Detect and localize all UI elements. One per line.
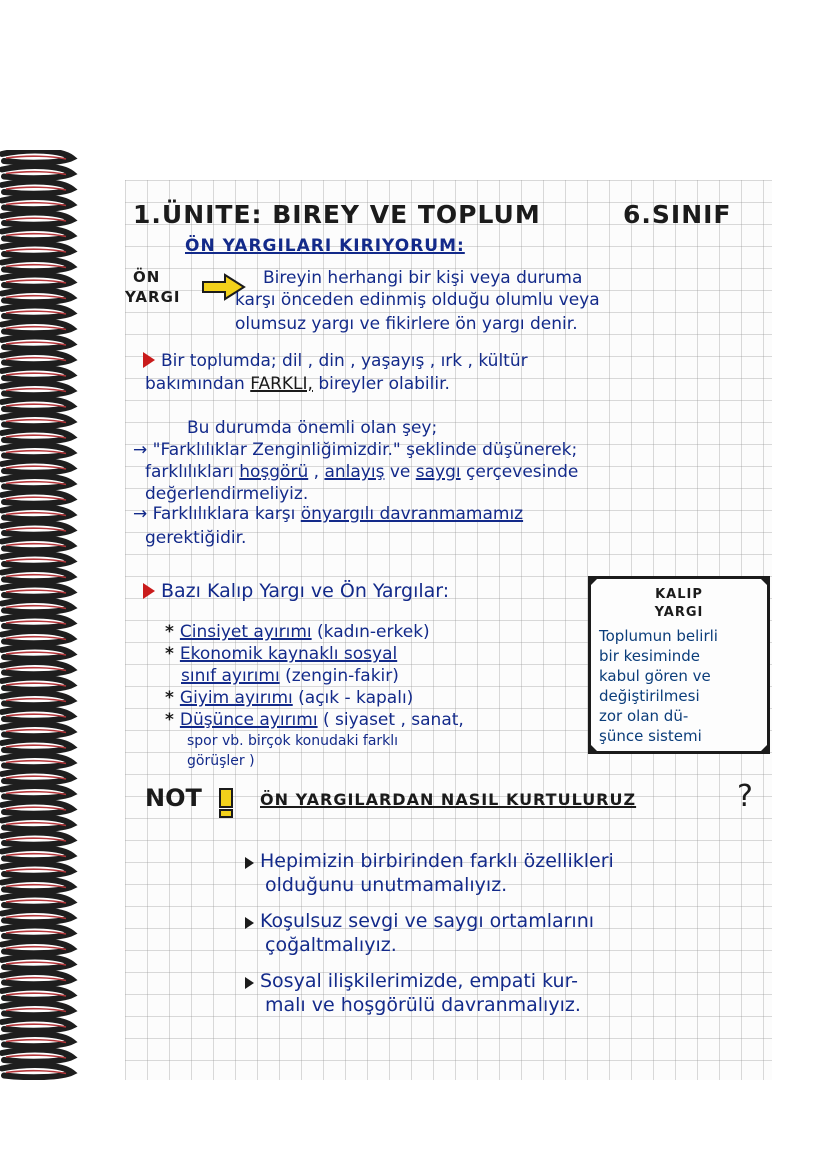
triangle-bullet-icon — [245, 977, 254, 989]
section-subtitle: ÖN YARGILARI KIRIYORUM: — [185, 236, 465, 256]
term-label-yargi: YARGI — [125, 288, 181, 306]
box-title-line-2: YARGI — [654, 605, 704, 620]
note-question-mark: ? — [737, 779, 753, 814]
tip-1-line-1: Hepimizin birbirinden farklı özellikleri — [245, 852, 614, 871]
unit-title: 1.ÜNITE: BIREY VE TOPLUM — [133, 200, 541, 229]
spiral-binding — [0, 150, 78, 1080]
box-line: bir kesiminde — [599, 647, 701, 665]
tip-2-line-1: Koşulsuz sevgi ve saygı ortamlarını — [245, 912, 594, 931]
note-label: NOT — [145, 784, 202, 812]
box-corner-icon — [588, 742, 600, 754]
point2-quote-line: → "Farklılıklar Zenginliğimizdir." şeklinde düşünerek; — [133, 440, 578, 460]
list-item: * Cinsiyet ayırımı (kadın-erkek) — [165, 622, 430, 642]
point2-line-3: değerlendirmeliyiz. — [145, 484, 309, 504]
tip-3-line-2: malı ve hoşgörülü davranmalıyız. — [265, 994, 581, 1016]
tip-2-line-2: çoğaltmalıyız. — [265, 934, 397, 956]
list-item: * Düşünce ayırımı ( siyaset , sanat, — [165, 710, 464, 730]
point1-line-1: Bir toplumda; dil , din , yaşayış , ırk , kültür — [143, 352, 528, 370]
kalip-yargi-box — [588, 576, 770, 754]
box-line: kabul gören ve — [599, 667, 711, 685]
point2-line-2: farklılıkları hoşgörü , anlayış ve saygı çerçevesinde — [145, 462, 579, 482]
point1-line-2: bakımından FARKLI, bireyler olabilir. — [145, 374, 450, 394]
list-item: * Giyim ayırımı (açık - kapalı) — [165, 688, 414, 708]
red-triangle-bullet-icon — [143, 583, 155, 599]
section2-title: Bazı Kalıp Yargı ve Ön Yargılar: — [143, 582, 449, 601]
tip-1-line-2: olduğunu unutmamalıyız. — [265, 874, 508, 896]
box-corner-icon — [758, 576, 770, 588]
list-item-continued: görüşler ) — [187, 753, 255, 769]
point2-arrow-line: → Farklılıklara karşı önyargılı davranmamamız — [133, 504, 524, 524]
grade-label: 6.SINIF — [623, 200, 732, 229]
point2-arrow-line-2: gerektiğidir. — [145, 528, 247, 548]
box-line: Toplumun belirli — [599, 627, 718, 645]
box-corner-icon — [758, 742, 770, 754]
exclamation-icon — [215, 787, 237, 819]
list-item-continued: spor vb. birçok konudaki farklı — [187, 733, 399, 749]
definition-line-3: olumsuz yargı ve fikirlere ön yargı denir. — [235, 314, 578, 334]
red-triangle-bullet-icon — [143, 352, 155, 368]
term-label-on: ÖN — [133, 268, 161, 286]
definition-line-1: Bireyin herhangi bir kişi veya duruma — [263, 268, 583, 288]
definition-line-2: karşı önceden edinmiş olduğu olumlu veya — [235, 290, 600, 310]
triangle-bullet-icon — [245, 857, 254, 869]
box-line: şünce sistemi — [599, 727, 702, 745]
list-item: sınıf ayırımı (zengin-fakir) — [181, 666, 399, 686]
note-title: ÖN YARGILARDAN NASIL KURTULURUZ — [260, 790, 637, 809]
box-title-line-1: KALIP — [655, 587, 703, 602]
tip-3-line-1: Sosyal ilişkilerimizde, empati kur- — [245, 972, 578, 991]
box-line: zor olan dü- — [599, 707, 689, 725]
triangle-bullet-icon — [245, 917, 254, 929]
notebook-page — [125, 180, 772, 1080]
list-item: * Ekonomik kaynaklı sosyal — [165, 644, 398, 664]
box-corner-icon — [588, 576, 600, 588]
point2-intro: Bu durumda önemli olan şey; — [187, 418, 438, 438]
box-line: değiştirilmesi — [599, 687, 700, 705]
